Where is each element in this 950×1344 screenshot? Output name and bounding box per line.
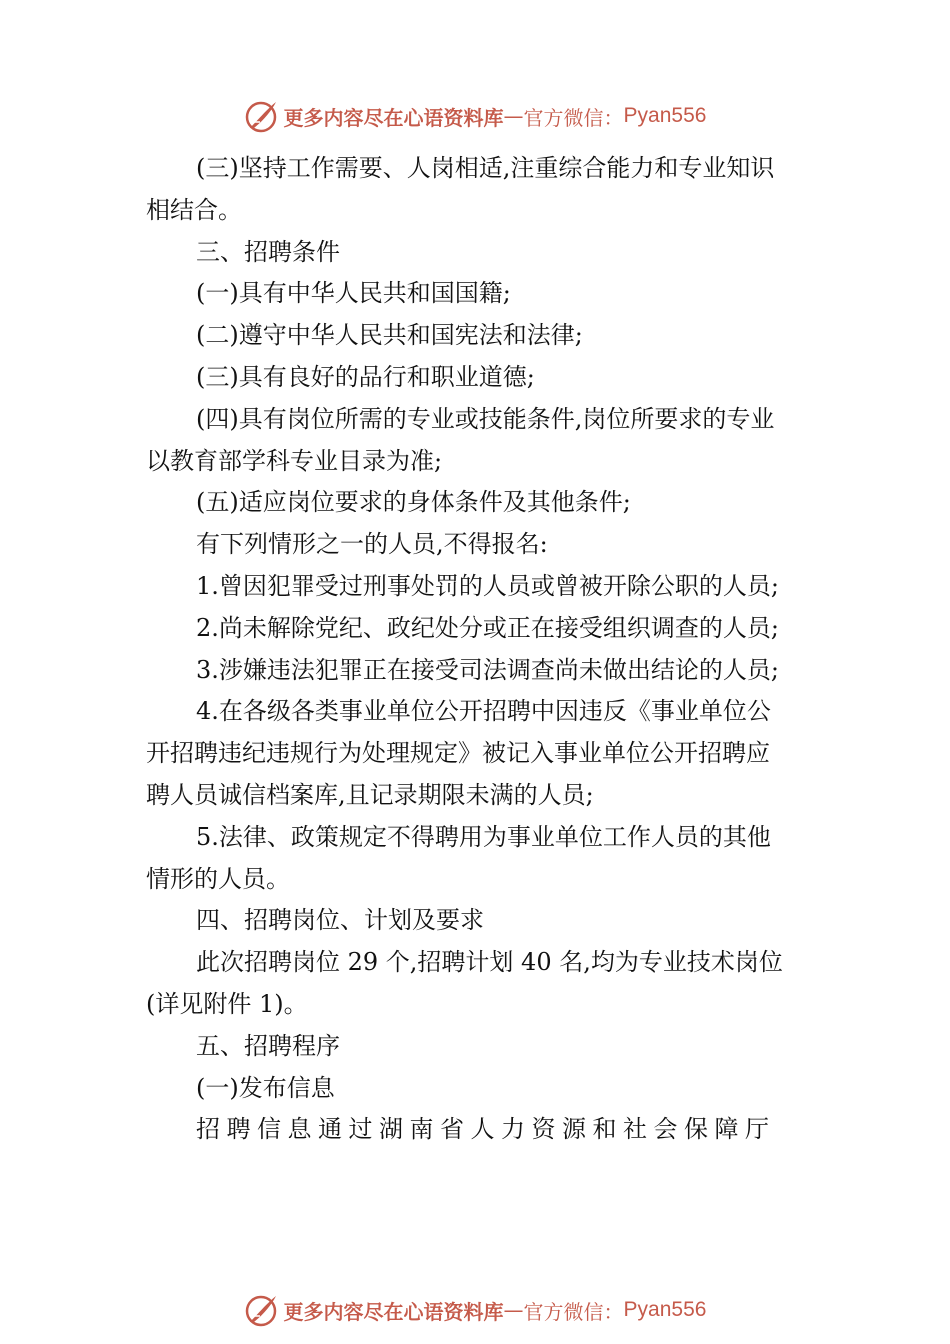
text-line: (三)坚持工作需要、人岗相适,注重综合能力和专业知识	[196, 154, 775, 182]
text-line: (四)具有岗位所需的专业或技能条件,岗位所要求的专业	[196, 404, 775, 433]
text-line: 有下列情形之一的人员,不得报名:	[196, 530, 548, 559]
text-line: 3.涉嫌违法犯罪正在接受司法调查尚未做出结论的人员;	[196, 655, 779, 684]
text-line: (三)具有良好的品行和职业道德;	[196, 362, 535, 391]
text-line: (一)发布信息	[196, 1073, 335, 1102]
text-line: (一)具有中华人民共和国国籍;	[196, 279, 511, 308]
text-line: 相结合。	[146, 195, 242, 224]
text-line: 开招聘违纪违规行为处理规定》被记入事业单位公开招聘应	[146, 739, 770, 768]
text-line: 情形的人员。	[146, 864, 290, 893]
watermark-dash: —	[503, 104, 524, 128]
text-line: 五、招聘程序	[196, 1031, 340, 1060]
text-line: (二)遵守中华人民共和国宪法和法律;	[196, 321, 583, 350]
text-line: 此次招聘岗位 29 个,招聘计划 40 名,均为专业技术岗位	[196, 948, 783, 977]
text-line: 三、招聘条件	[196, 237, 340, 266]
text-line: 2.尚未解除党纪、政纪处分或正在接受组织调查的人员;	[196, 613, 779, 642]
watermark-header	[0, 96, 950, 136]
text-line: (五)适应岗位要求的身体条件及其他条件;	[196, 488, 631, 517]
watermark-wechat-id: Pyan556	[623, 1298, 707, 1321]
watermark-dash: —	[503, 1298, 524, 1322]
watermark-footer	[0, 1290, 950, 1330]
text-line: 4.在各级各类事业单位公开招聘中因违反《事业单位公	[196, 697, 771, 726]
text-line: 四、招聘岗位、计划及要求	[196, 906, 484, 935]
text-line: 招聘信息通过湖南省人力资源和社会保障厅	[196, 1115, 776, 1144]
watermark-main-text: 更多内容尽在心语资料库	[283, 1299, 504, 1324]
watermark-main-text: 更多内容尽在心语资料库	[283, 105, 504, 130]
watermark-wechat-label: 官方微信：	[523, 105, 624, 130]
text-line: 以教育部学科专业目录为准;	[146, 446, 443, 475]
text-line: 聘人员诚信档案库,且记录期限未满的人员;	[146, 780, 594, 809]
quill-logo-icon	[244, 1292, 280, 1328]
watermark-wechat-label: 官方微信：	[523, 1299, 624, 1324]
text-line: (详见附件 1)。	[146, 989, 308, 1018]
quill-logo-icon	[244, 98, 280, 134]
watermark-wechat-id: Pyan556	[623, 104, 707, 127]
document-body	[146, 148, 810, 1151]
text-line: 1.曾因犯罪受过刑事处罚的人员或曾被开除公职的人员;	[196, 571, 779, 600]
text-line: 5.法律、政策规定不得聘用为事业单位工作人员的其他	[196, 822, 771, 851]
